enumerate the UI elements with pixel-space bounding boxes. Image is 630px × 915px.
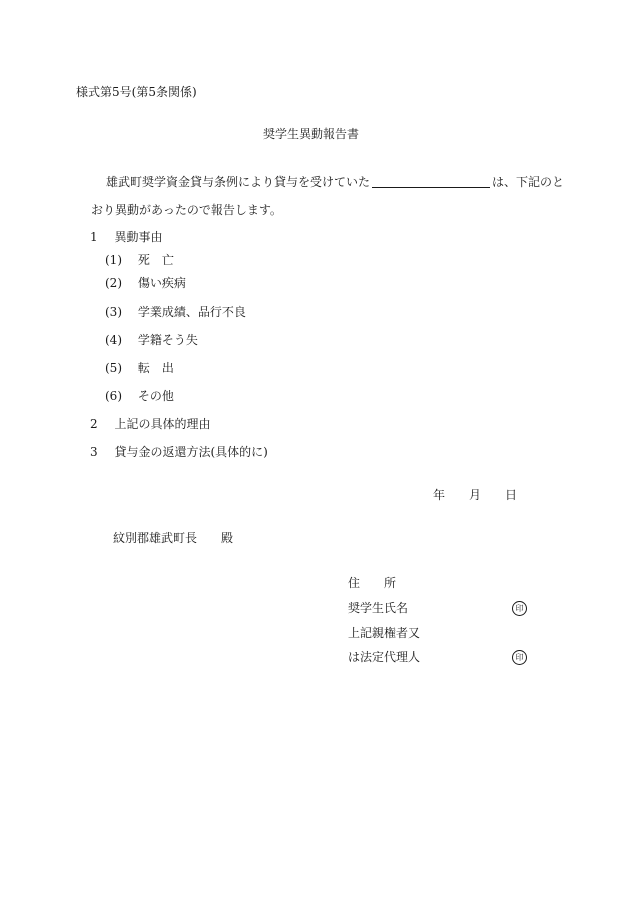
reason-number: (5) <box>105 361 122 375</box>
body-line-1-suffix: は、下記のと <box>492 175 565 189</box>
section-2-heading <box>90 418 210 430</box>
guardian-label-line-2: は法定代理人 <box>348 650 421 664</box>
section-1-number: 1 <box>90 230 98 244</box>
guardian-label-line-1: 上記親権者又 <box>348 626 421 640</box>
reason-number: (4) <box>105 333 122 347</box>
reason-number: (2) <box>105 276 122 290</box>
section-2-label: 上記の具体的理由 <box>114 417 211 431</box>
reason-item <box>105 334 198 346</box>
section-3-label: 貸与金の返還方法(具体的に) <box>114 445 268 459</box>
body-line-1-prefix: 雄武町奨学資金貸与条例により貸与を受けていた <box>106 175 371 189</box>
reason-label: その他 <box>137 389 174 403</box>
document-title: 奨学生異動報告書 <box>263 127 360 141</box>
reason-label: 学業成績、品行不良 <box>137 305 246 319</box>
date-year: 年 <box>433 488 446 502</box>
address-label: 住 所 <box>348 576 397 590</box>
addressee: 紋別郡雄武町長 殿 <box>113 531 234 545</box>
reason-number: (6) <box>105 389 122 403</box>
reason-item <box>105 390 174 402</box>
body-line-1 <box>106 175 564 188</box>
form-number: 様式第5号(第5条関係) <box>76 85 197 99</box>
reason-item <box>105 362 174 374</box>
student-name-blank[interactable] <box>372 175 490 188</box>
section-3-number: 3 <box>90 445 98 459</box>
reason-item <box>105 277 186 289</box>
date-month: 月 <box>469 488 482 502</box>
reason-number: (3) <box>105 305 122 319</box>
seal-icon: 印 <box>512 650 527 665</box>
reason-number: (1) <box>105 253 122 267</box>
reason-item <box>105 254 174 266</box>
reason-label: 傷い疾病 <box>137 276 186 290</box>
section-1-label: 異動事由 <box>114 230 163 244</box>
reason-item <box>105 306 246 318</box>
date-day: 日 <box>505 488 518 502</box>
seal-icon: 印 <box>512 601 527 616</box>
reason-label: 死 亡 <box>137 253 174 267</box>
student-name-label: 奨学生氏名 <box>348 601 409 615</box>
reason-label: 転 出 <box>137 361 174 375</box>
section-3-heading <box>90 446 268 458</box>
reason-label: 学籍そう失 <box>137 333 198 347</box>
body-line-2: おり異動があったので報告します。 <box>91 203 282 217</box>
section-2-number: 2 <box>90 417 98 431</box>
section-1-heading <box>90 231 162 243</box>
